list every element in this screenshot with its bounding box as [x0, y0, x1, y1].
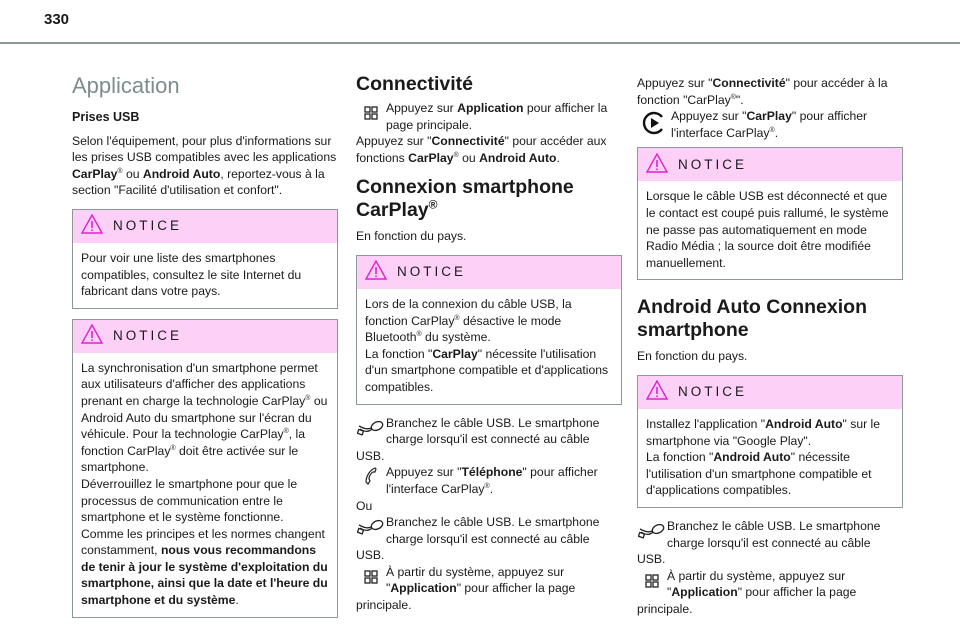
text-segment: Lors de la connexion du câble USB, la fonction CarPlay	[365, 296, 572, 328]
notice-label: NOTICE	[678, 156, 748, 172]
step-text	[386, 464, 622, 497]
heading-connectivity: Connectivité	[356, 73, 474, 95]
text-segment: " pour afficher la page	[456, 581, 576, 596]
text-segment: désactive le mode Bluetooth	[365, 313, 562, 345]
apps-grid-icon	[356, 100, 386, 133]
step-usb	[356, 514, 622, 547]
step-carplay	[637, 108, 903, 141]
registered-mark: ®	[484, 482, 490, 490]
notice-box	[356, 255, 622, 405]
step-text-tail: principale.	[637, 601, 693, 616]
notice-header	[73, 210, 337, 243]
text-segment: Branchez le câble USB. Le smartphone charge lorsqu'il est connecté au câble	[386, 415, 600, 447]
text-segment: ou	[458, 150, 480, 165]
text-segment: Appuyez sur "	[386, 465, 462, 480]
heading-carplay	[356, 176, 622, 222]
bold-text: CarPlay	[746, 109, 792, 124]
apps-grid-icon	[637, 568, 667, 601]
step-text	[667, 568, 903, 601]
usb-cable-icon	[356, 415, 386, 448]
text-segment: " pour afficher l'interface CarPlay	[386, 465, 598, 496]
bold-text: CarPlay	[408, 150, 454, 165]
text-segment: Comme les principes et les normes changent constamment,	[81, 526, 325, 558]
text-segment: À partir du système, appuyez sur "	[386, 564, 565, 596]
carplay-icon	[637, 108, 671, 141]
notice-text	[73, 353, 337, 617]
usb-cable-icon	[356, 514, 386, 547]
registered-mark: ®	[416, 331, 422, 339]
step-text	[667, 518, 903, 551]
notice-text	[357, 289, 621, 404]
text-segment: Appuyez sur "	[356, 134, 432, 149]
text-segment: Installez l'application "	[646, 416, 766, 431]
notice-box	[637, 375, 903, 508]
bold-text: Application	[457, 101, 524, 115]
step-text-tail: USB.	[356, 548, 385, 563]
text-segment: ou Android Auto du smartphone sur l'écran du véhicule. Pour la technologie CarPlay	[81, 393, 328, 442]
text-segment: " nécessite l'utilisation d'un smartphone compatible et d'applications compatibles.	[365, 346, 609, 394]
notice-box	[72, 319, 338, 618]
phone-icon	[356, 464, 386, 497]
notice-label: NOTICE	[678, 384, 748, 400]
text-segment: " pour accéder aux fonctions	[356, 134, 607, 165]
bold-text: Connectivité	[431, 134, 505, 149]
step-text	[386, 415, 622, 448]
bold-text: CarPlay	[432, 346, 478, 361]
notice-label: NOTICE	[397, 264, 467, 280]
country-note: En fonction du pays.	[356, 229, 467, 244]
registered-mark: ®	[305, 394, 311, 402]
notice-header	[638, 376, 902, 409]
bold-text: Android Auto	[713, 450, 791, 465]
step-text	[386, 100, 622, 133]
column-right	[637, 75, 903, 617]
section-title-application: Application	[72, 73, 180, 98]
notice-text	[73, 243, 337, 308]
bold-text: Android Auto	[142, 166, 221, 181]
column-middle	[356, 60, 622, 614]
text-segment: .	[556, 150, 560, 165]
text-segment: Branchez le câble USB. Le smartphone charge lorsqu'il est connecté au câble	[667, 518, 881, 550]
notice-header	[73, 320, 337, 353]
text-segment: ".	[735, 92, 744, 107]
registered-mark: ®	[428, 197, 438, 212]
text-segment: doit être activée sur le smartphone.	[81, 443, 299, 475]
text-segment: du système.	[421, 330, 491, 345]
text-segment: " nécessite l'utilisation d'un smartphone compatible et d'applications compatibles.	[646, 450, 872, 498]
bold-text: Android Auto	[765, 416, 843, 431]
registered-mark: ®	[454, 314, 460, 322]
notice-label: NOTICE	[113, 327, 183, 343]
step-usb	[637, 518, 903, 551]
text-segment: .	[235, 593, 239, 608]
registered-mark: ®	[117, 167, 123, 175]
warning-icon	[81, 214, 113, 239]
text-segment: " pour afficher l'interface CarPlay	[671, 109, 868, 140]
text-segment: " pour accéder à la fonction "CarPlay	[637, 76, 888, 107]
step-text	[386, 564, 622, 597]
heading-android-auto: Android Auto Connexion smartphone	[637, 296, 867, 342]
or-text: Ou	[356, 498, 373, 513]
step-usb	[356, 415, 622, 448]
apps-grid-icon	[356, 564, 386, 597]
header-rule	[0, 42, 960, 44]
subtitle-usb: Prises USB	[72, 110, 140, 124]
text-segment: pour afficher la page principale.	[386, 101, 608, 132]
text-segment: À partir du système, appuyez sur "	[667, 568, 846, 600]
step-phone	[356, 464, 622, 497]
step-text-tail: USB.	[356, 448, 385, 463]
text-segment: Appuyez sur "	[637, 76, 713, 90]
text-segment: , reportez-vous à la section "Facilité d'utilisation et confort".	[72, 166, 325, 198]
text-segment: ou	[122, 166, 143, 181]
heading-text: Connexion smartphone CarPlay	[356, 176, 574, 222]
bold-text: Android Auto	[479, 150, 557, 165]
step-text-tail: USB.	[637, 552, 666, 567]
step-text	[671, 108, 903, 141]
step-application	[356, 100, 622, 133]
notice-text	[638, 181, 902, 279]
registered-mark: ®	[453, 151, 459, 159]
column-left	[72, 60, 338, 628]
text-segment: La fonction "	[646, 450, 714, 465]
notice-header	[638, 148, 902, 181]
country-note: En fonction du pays.	[637, 349, 748, 364]
text-segment: Selon l'équipement, pour plus d'informations sur les prises USB compatibles avec les applications	[72, 133, 337, 165]
text-segment: Branchez le câble USB. Le smartphone charge lorsqu'il est connecté au câble	[386, 515, 600, 546]
notice-header	[357, 256, 621, 289]
warning-icon	[646, 153, 678, 178]
bold-text: Application	[671, 585, 738, 600]
text-segment: La synchronisation d'un smartphone permet aux utilisateurs d'afficher des applications prenant en charge la technologie CarPlay	[81, 360, 318, 408]
bold-text: nous vous recommandons de tenir à jour le système d'exploitation du smartphone, ainsi que la date et l'heure du smartphone et du système	[81, 543, 328, 608]
text-segment: La fonction "	[365, 346, 433, 361]
text-segment: .	[774, 125, 779, 140]
warning-icon	[365, 260, 397, 285]
step-text-tail: principale.	[356, 598, 412, 613]
connectivity-text	[637, 75, 903, 108]
bold-text: Connectivité	[712, 76, 786, 90]
text-segment: Déverrouillez le smartphone pour que le processus de communication entre le smartphone et le système fonctionne.	[81, 476, 298, 525]
bold-text: Téléphone	[461, 465, 523, 480]
registered-mark: ®	[769, 126, 775, 134]
notice-box	[637, 147, 903, 280]
notice-text	[638, 409, 902, 507]
registered-mark: ®	[730, 93, 736, 101]
notice-box	[72, 209, 338, 309]
registered-mark: ®	[283, 428, 289, 436]
warning-icon	[646, 380, 678, 405]
registered-mark: ®	[170, 444, 176, 452]
notice-label: NOTICE	[113, 218, 183, 234]
text-segment: Pour voir une liste des smartphones compatibles, consultez le site Internet du fabricant dans votre pays.	[81, 250, 302, 299]
connectivity-text	[356, 133, 622, 166]
text-segment: Appuyez sur "	[671, 109, 747, 124]
step-application	[356, 564, 622, 597]
usb-cable-icon	[637, 518, 667, 551]
step-text	[386, 514, 622, 547]
bold-text: CarPlay	[72, 166, 118, 181]
text-segment: , la fonction CarPlay	[81, 427, 306, 458]
text-segment: .	[489, 481, 494, 496]
warning-icon	[81, 324, 113, 349]
bold-text: Application	[390, 581, 457, 596]
text-segment: Lorsque le câble USB est déconnecté et que le contact est coupé puis rallumé, le système ne passe pas automatiquement en mode Radio Média ; la source doit être modifiée manuellement.	[646, 189, 889, 270]
text-segment: " pour afficher la page	[737, 585, 857, 600]
text-segment: " sur le smartphone via "Google Play".	[646, 416, 881, 448]
text-segment: Appuyez sur	[386, 101, 458, 115]
page-number: 330	[44, 11, 70, 28]
step-application	[637, 568, 903, 601]
usb-intro	[72, 133, 338, 199]
